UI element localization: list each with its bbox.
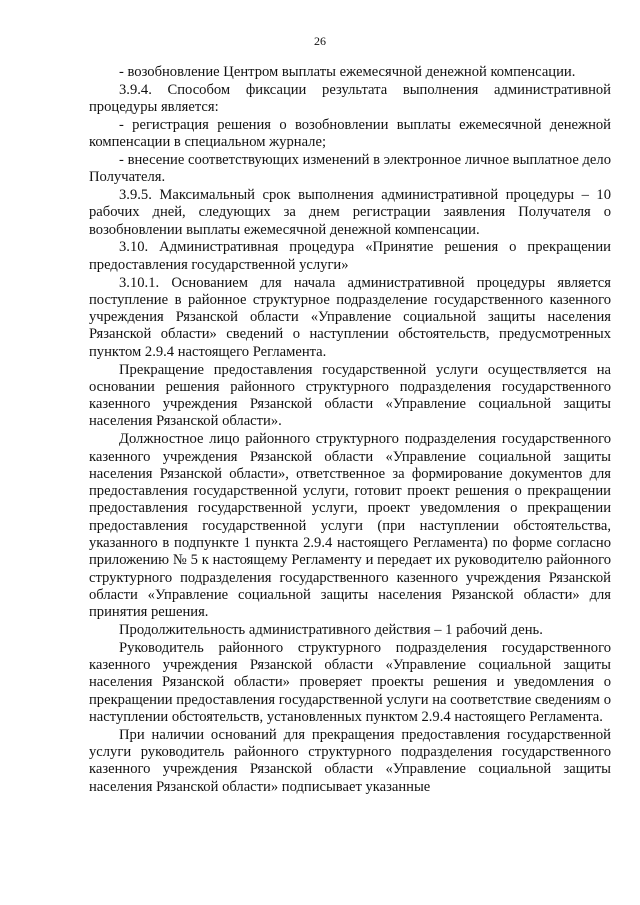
paragraph-changes-item: - внесение соответствующих изменений в электронное личное выплатное дело Получателя. [89, 151, 611, 186]
paragraph-3-10-1: 3.10.1. Основанием для начала административной процедуры является поступление в районное структурное подразделение государственного казенного учреждения Рязанской области «Управление социальной защиты населения Рязанской области» сведений о наступлении обстоятельств, предусмотренных пунктом 2.9.4 настоящего Регламента. [89, 274, 611, 360]
paragraph-registration-item: - регистрация решения о возобновлении выплаты ежемесячной денежной компенсации в специальном журнале; [89, 116, 611, 151]
paragraph-3-9-4: 3.9.4. Способом фиксации результата выполнения административной процедуры является: [89, 81, 611, 116]
paragraph-head-signs: При наличии оснований для прекращения предоставления государственной услуги руководитель районного структурного подразделения государственного казенного учреждения Рязанской области «Управление социальной защиты населения Рязанской области» подписывает указанные [89, 726, 611, 795]
paragraph-3-10-heading: 3.10. Административная процедура «Принятие решения о прекращении предоставления государственной услуги» [89, 239, 611, 273]
paragraph-termination-basis: Прекращение предоставления государственной услуги осуществляется на основании решения районного структурного подразделения государственного казенного учреждения Рязанской области «Управление социальной защиты населения Рязанской области». [89, 361, 611, 430]
paragraph-3-9-5: 3.9.5. Максимальный срок выполнения административной процедуры – 10 рабочих дней, следующих за днем регистрации заявления Получателя о возобновлении выплаты ежемесячной денежной компенсации. [89, 187, 611, 238]
document-body [89, 64, 611, 796]
paragraph-head-review: Руководитель районного структурного подразделения государственного казенного учреждения Рязанской области «Управление социальной защиты населения Рязанской области» проверяет проекты решения и уведомления о прекращении предоставления государственной услуги на соответствие сведениям о наступлении обстоятельств, установленных пунктом 2.9.4 настоящего Регламента. [89, 639, 611, 725]
paragraph-resumption-item: - возобновление Центром выплаты ежемесячной денежной компенсации. [119, 64, 576, 80]
paragraph-duration: Продолжительность административного действия – 1 рабочий день. [119, 622, 543, 638]
page-number: 26 [314, 34, 326, 48]
paragraph-official-duties: Должностное лицо районного структурного подразделения государственного казенного учреждения Рязанской области «Управление социальной защиты населения Рязанской области», ответственное за формирование документов для предоставления государственной услуги, готовит проект решения о прекращении предоставления государственной услуги, проект уведомления о прекращении предоставления государственной услуги (при наступлении обстоятельства, указанного в подпункте 1 пункта 2.9.4 настоящего Регламента) по форме согласно приложению № 5 к настоящему Регламенту и передает их руководителю районного структурного подразделения государственного казенного учреждения Рязанской области «Управление социальной защиты населения Рязанской области» для принятия решения. [89, 431, 611, 621]
